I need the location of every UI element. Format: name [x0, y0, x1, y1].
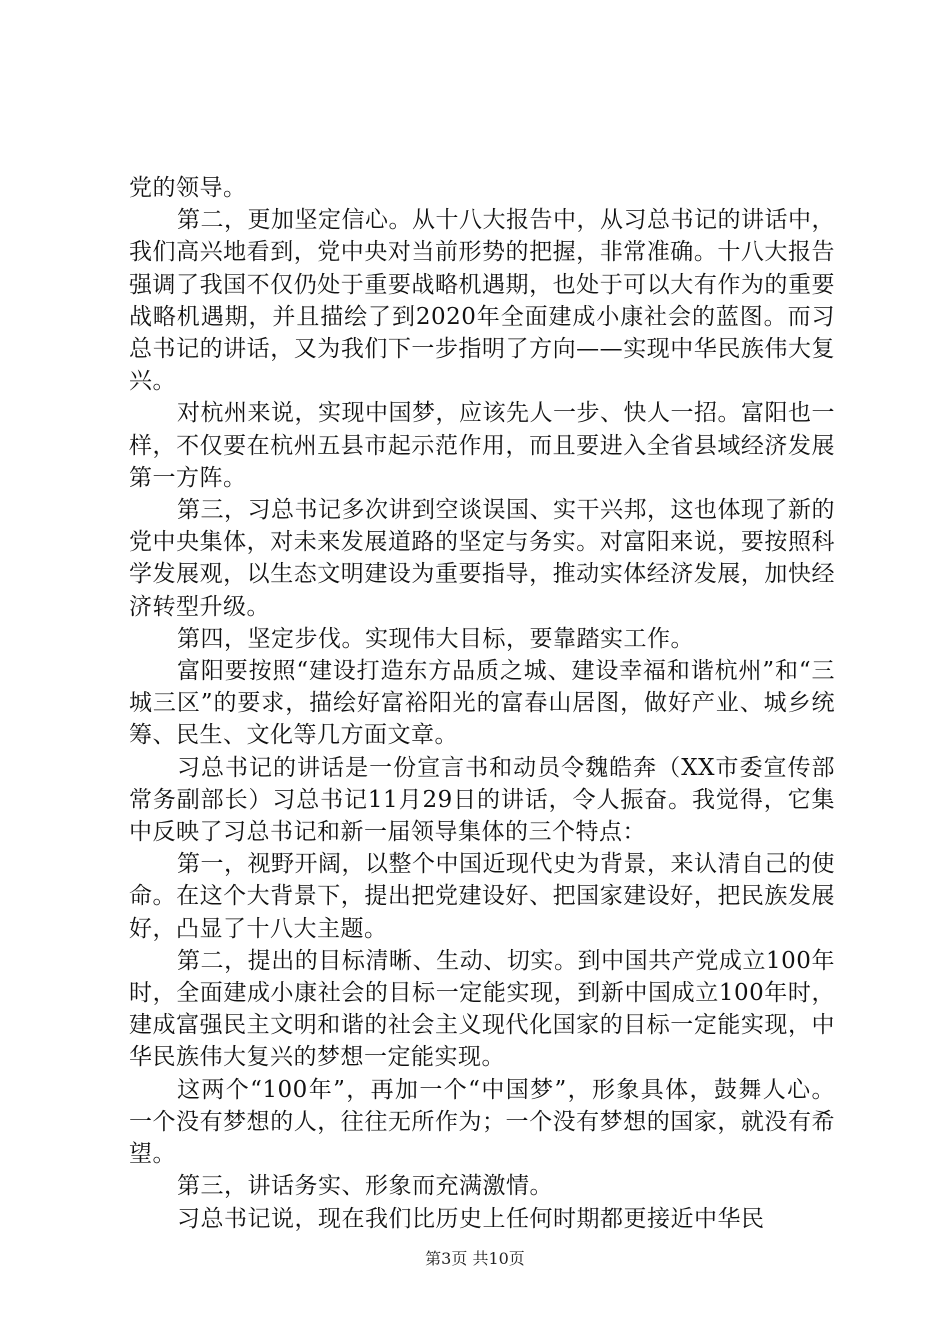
paragraph: 党的领导。: [129, 175, 247, 201]
paragraph: 这两个“100年”，再加一个“中国梦”，形象具体，鼓舞人心。一个没有梦想的人，往往无所作为；一个没有梦想的国家，就没有希望。: [129, 1076, 835, 1168]
paragraph: 第二，更加坚定信心。从十八大报告中，从习总书记的讲话中，我们高兴地看到，党中央对当前形势的把握，非常准确。十八大报告强调了我国不仅仍处于重要战略机遇期，也处于可以大有作为的重要战略机遇期，并且描绘了到2020年全面建成小康社会的蓝图。而习总书记的讲话，又为我们下一步指明了方向——实现中华民族伟大复兴。: [129, 207, 835, 395]
page-number: 第3页 共10页: [425, 1249, 525, 1268]
paragraph: 富阳要按照“建设打造东方品质之城、建设幸福和谐杭州”和“三城三区”的要求，描绘好富裕阳光的富春山居图，做好产业、城乡统筹、民生、文化等几方面文章。: [129, 658, 835, 749]
paragraph: 第四，坚定步伐。实现伟大目标，要靠踏实工作。: [177, 625, 694, 652]
page-footer: [0, 1246, 950, 1269]
paragraph: 第二，提出的目标清晰、生动、切实。到中国共产党成立100年时，全面建成小康社会的目标一定能实现，到新中国成立100年时，建成富强民主文明和谐的社会主义现代化国家的目标一定能实现，中华民族伟大复兴的梦想一定能实现。: [129, 947, 835, 1071]
paragraph: 习总书记说，现在我们比历史上任何时期都更接近中华民: [177, 1205, 765, 1232]
paragraph: 对杭州来说，实现中国梦，应该先人一步、快人一招。富阳也一样，不仅要在杭州五县市起示范作用，而且要进入全省县域经济发展第一方阵。: [129, 400, 835, 491]
paragraph: 第一，视野开阔，以整个中国近现代史为背景，来认清自己的使命。在这个大背景下，提出把党建设好、把国家建设好，把民族发展好，凸显了十八大主题。: [129, 851, 835, 942]
paragraph: 习总书记的讲话是一份宣言书和动员令魏皓奔（XX市委宣传部常务副部长）习总书记11月29日的讲话，令人振奋。我觉得，它集中反映了习总书记和新一届领导集体的三个特点：: [129, 754, 835, 846]
body-text: [129, 172, 835, 1235]
paragraph: 第三，习总书记多次讲到空谈误国、实干兴邦，这也体现了新的党中央集体，对未来发展道路的坚定与务实。对富阳来说，要按照科学发展观，以生态文明建设为重要指导，推动实体经济发展，加快经济转型升级。: [129, 497, 835, 620]
paragraph: 第三，讲话务实、形象而充满激情。: [177, 1173, 553, 1200]
